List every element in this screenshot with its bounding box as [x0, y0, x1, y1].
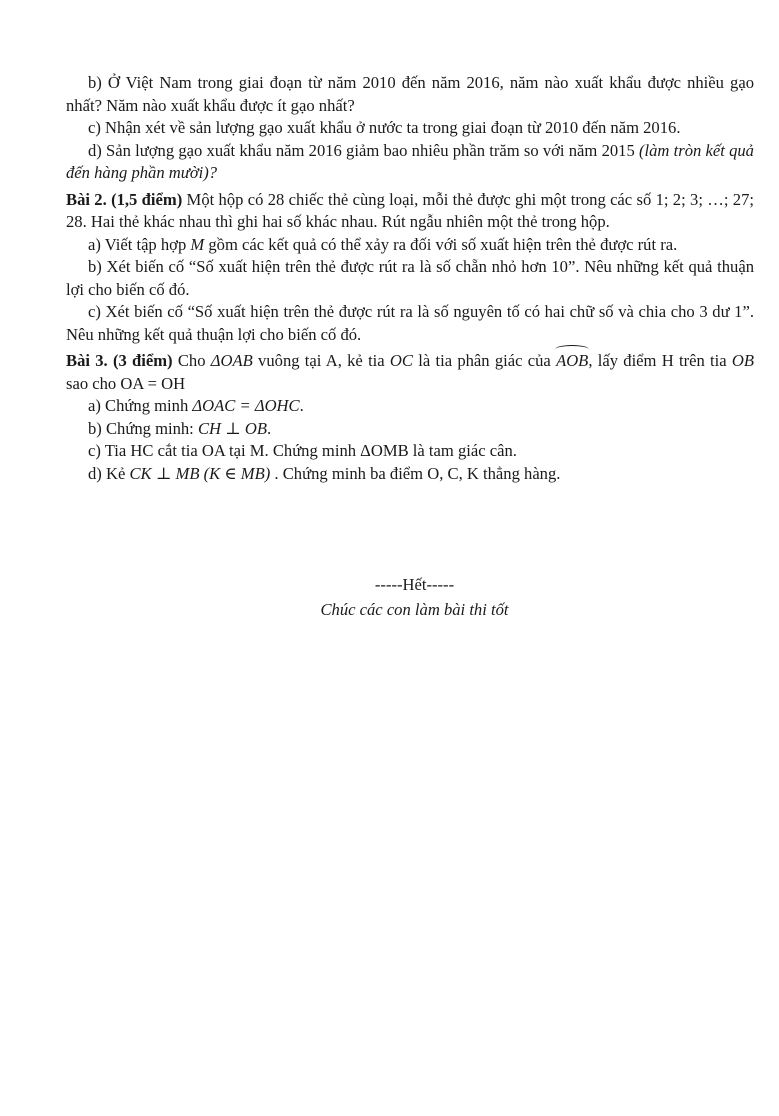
closing-wish: Chúc các con làm bài thi tốt — [320, 599, 509, 619]
bai2-a-post: gồm các kết quả có thể xảy ra đối với số xuất hiện trên thẻ được rút ra. — [204, 234, 678, 254]
bai3-triangle-oab: ΔOAB — [210, 351, 253, 370]
bai3-intro — [66, 350, 754, 395]
bai1-question-d — [66, 140, 754, 185]
bai3-question-a — [66, 395, 754, 418]
bai3-heading: Bài 3. (3 điểm) — [66, 351, 173, 370]
bai3-d-pre: d) Kẻ — [88, 463, 130, 483]
bai3-d-post: . Chứng minh ba điểm O, C, K thẳng hàng. — [270, 463, 561, 483]
bai3-b-math: CH ⊥ OB — [197, 418, 268, 438]
bai3-intro-5: sao cho OA = OH — [66, 373, 186, 393]
bai2-intro — [66, 189, 754, 234]
bai3-intro-4: , lấy điểm H trên tia — [588, 351, 732, 370]
bai3-intro-3: là tia phân giác của — [412, 351, 557, 370]
bai3-a-pre: a) Chứng minh — [88, 396, 193, 415]
bai1-question-b: b) Ở Việt Nam trong giai đoạn từ năm 2010 đến năm 2016, năm nào xuất khẩu được nhiều gạo nhất? Năm nào xuất khẩu được ít gạo nhất? — [66, 73, 754, 115]
bai3-angle-aob: AOB — [556, 350, 588, 373]
exam-footer — [0, 574, 779, 621]
bai2-question-b: b) Xét biến cố “Số xuất hiện trên thẻ được rút ra là số chẵn nhỏ hơn 10”. Nêu những kết quả thuận lợi cho biến cố đó. — [66, 257, 754, 299]
bai1-question-d-note: (làm tròn kết quả đến hàng phần mười)? — [66, 140, 754, 182]
exam-content — [66, 72, 754, 485]
bai2-a-pre: a) Viết tập hợp — [88, 234, 191, 254]
bai3-a-post: . — [299, 396, 304, 415]
bai2-a-var: M — [190, 234, 205, 254]
bai1-question-d-text: d) Sản lượng gạo xuất khẩu năm 2016 giảm bao nhiêu phần trăm so với năm 2015 — [88, 140, 639, 160]
bai3-question-c: c) Tia HC cắt tia OA tại M. Chứng minh ΔOMB là tam giác cân. — [88, 441, 517, 460]
bai3-question-b — [66, 418, 754, 441]
bai3-intro-2: vuông tại A, kẻ tia — [252, 351, 390, 370]
end-marker: -----Hết----- — [374, 575, 455, 594]
bai2-intro-text: Một hộp có 28 chiếc thẻ cùng loại, mỗi thẻ được ghi một trong các số 1; 2; 3; …; 27; 28. Hai thẻ khác nhau thì ghi hai số khác nhau. Rút ngẫu nhiên một thẻ trong hộp. — [66, 189, 755, 231]
bai3-ray-ob: OB — [731, 351, 755, 370]
bai3-d-math: CK ⊥ MB (K ∈ MB) — [129, 463, 271, 483]
bai3-a-math: ΔOAC = ΔOHC — [192, 396, 300, 415]
bai3-ray-oc: OC — [389, 351, 413, 370]
bai3-b-pre: b) Chứng minh: — [88, 418, 198, 438]
bai2-heading: Bài 2. (1,5 điểm) — [66, 189, 183, 209]
bai3-b-post: . — [267, 418, 272, 438]
bai1-question-c: c) Nhận xét về sản lượng gạo xuất khẩu ở nước ta trong giai đoạn từ 2010 đến năm 2016. — [88, 118, 681, 137]
bai2-question-a — [66, 234, 754, 257]
bai3-question-d — [66, 463, 754, 486]
bai2-question-c: c) Xét biến cố “Số xuất hiện trên thẻ được rút ra là số nguyên tố có hai chữ số và chia cho 3 dư 1”. Nêu những kết quả thuận lợi cho biến cố đó. — [66, 302, 754, 344]
bai3-intro-1: Cho — [172, 351, 211, 370]
